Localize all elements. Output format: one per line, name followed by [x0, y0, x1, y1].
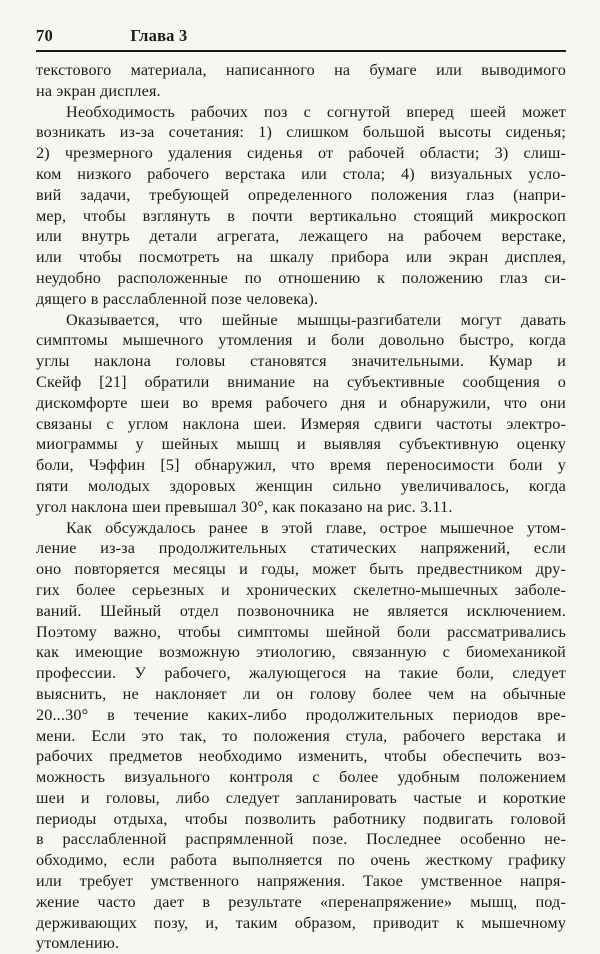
text-line: пяти молодых здоровых женщин сильно увеличивалось, когда: [36, 476, 566, 495]
text-line: ление из-за продолжительных статических напряжений, если: [36, 539, 566, 558]
text-line: в расслабленной распрямленной позе. Последнее особенно не-: [36, 830, 566, 849]
body-text: [36, 60, 566, 954]
text-line: или внутрь детали агрегата, лежащего на рабочем верстаке,: [36, 227, 566, 246]
text-line: неудобно расположенные по отношению к положению глаз си-: [36, 268, 566, 287]
text-line: Как обсуждалось ранее в этой главе, острое мышечное утом-: [66, 518, 566, 537]
text-line: Необходимость рабочих поз с согнутой вперед шеей может: [66, 102, 566, 121]
text-line: обходимо, если работа выполняется по очень жесткому графику: [36, 851, 566, 870]
text-line: дискомфорте шеи во время рабочего дня и обнаружили, что они: [36, 393, 566, 412]
paragraph: [36, 60, 566, 102]
text-line: или чтобы посмотреть на шкалу прибора или экран дисплея,: [36, 248, 566, 267]
paragraph: [36, 102, 566, 310]
text-line: можность визуального контроля с более удобным положением: [36, 768, 566, 787]
text-line: оно повторяется месяцы и годы, может быть предвестником дру-: [36, 560, 566, 579]
page-number: 70: [36, 26, 53, 45]
text-line: миограммы у шейных мышц и выявляя субъективную оценку: [36, 435, 566, 454]
text-line: 2) чрезмерного удаления сиденья от рабочей области; 3) слиш-: [36, 144, 566, 163]
chapter-title: Глава 3: [130, 26, 188, 45]
header-rule: [36, 50, 566, 52]
paragraph: [36, 518, 566, 954]
text-line: возникать из-за сочетания: 1) слишком большой высоты сиденья;: [36, 123, 566, 142]
text-line: симптомы мышечного утомления и боли довольно быстро, когда: [36, 331, 566, 350]
text-line: связаны с углом наклона шеи. Измеряя сдвиги частоты электро-: [36, 414, 566, 433]
text-line: угол наклона шеи превышал 30°, как показано на рис. 3.11.: [36, 497, 453, 516]
text-line: жение часто дает в результате «перенапряжение» мышц, под-: [36, 892, 566, 911]
text-line: периоды отдыха, чтобы позволить работнику подвигать головой: [36, 809, 566, 828]
text-line: на экран дисплея.: [36, 81, 161, 100]
text-line: мени. Если это так, то положения стула, рабочего верстака и: [36, 726, 566, 745]
text-line: выяснить, не наклоняет ли он голову более чем на обычные: [36, 684, 566, 703]
text-line: вий задачи, требующей определенного положения глаз (напри-: [36, 185, 566, 204]
text-line: дящего в расслабленной позе человека).: [36, 289, 319, 308]
text-line: 20...30° в течение каких-либо продолжительных периодов вре-: [36, 705, 566, 724]
text-line: Поэтому важно, чтобы симптомы шейной боли рассматривались: [36, 622, 566, 641]
paragraph: [36, 310, 566, 518]
text-line: или требует умственного напряжения. Такое умственное напря-: [36, 872, 566, 891]
text-line: ком низкого рабочего верстака или стола; 4) визуальных усло-: [36, 164, 566, 183]
text-line: держивающих позу, и, таким образом, приводит к мышечному: [36, 913, 566, 932]
text-line: как имеющие возможную этиологию, связанную с биомеханикой: [36, 643, 566, 662]
text-line: ваний. Шейный отдел позвоночника не является исключением.: [36, 601, 566, 620]
text-line: профессии. У рабочего, жалующегося на такие боли, следует: [36, 664, 566, 683]
text-line: текстового материала, написанного на бумаге или выводимого: [36, 61, 566, 79]
text-line: рабочих предметов необходимо изменить, чтобы обеспечить воз-: [36, 747, 566, 766]
text-line: боли, Чэффин [5] обнаружил, что время переносимости боли у: [36, 456, 566, 475]
text-line: гих более серьезных и хронических скелетно-мышечных заболе-: [36, 580, 566, 599]
text-line: шеи и головы, либо следует запланировать частые и короткие: [36, 788, 566, 807]
text-line: утомлению.: [36, 934, 120, 953]
text-line: углы наклона головы становятся значительными. Кумар и: [36, 352, 566, 371]
text-line: мер, чтобы взглянуть в почти вертикально стоящий микроскоп: [36, 206, 566, 225]
text-line: Оказывается, что шейные мышцы-разгибатели могут давать: [66, 310, 566, 329]
running-header: [36, 26, 566, 46]
text-line: Скейф [21] обратили внимание на субъективные сообщения о: [36, 372, 566, 391]
